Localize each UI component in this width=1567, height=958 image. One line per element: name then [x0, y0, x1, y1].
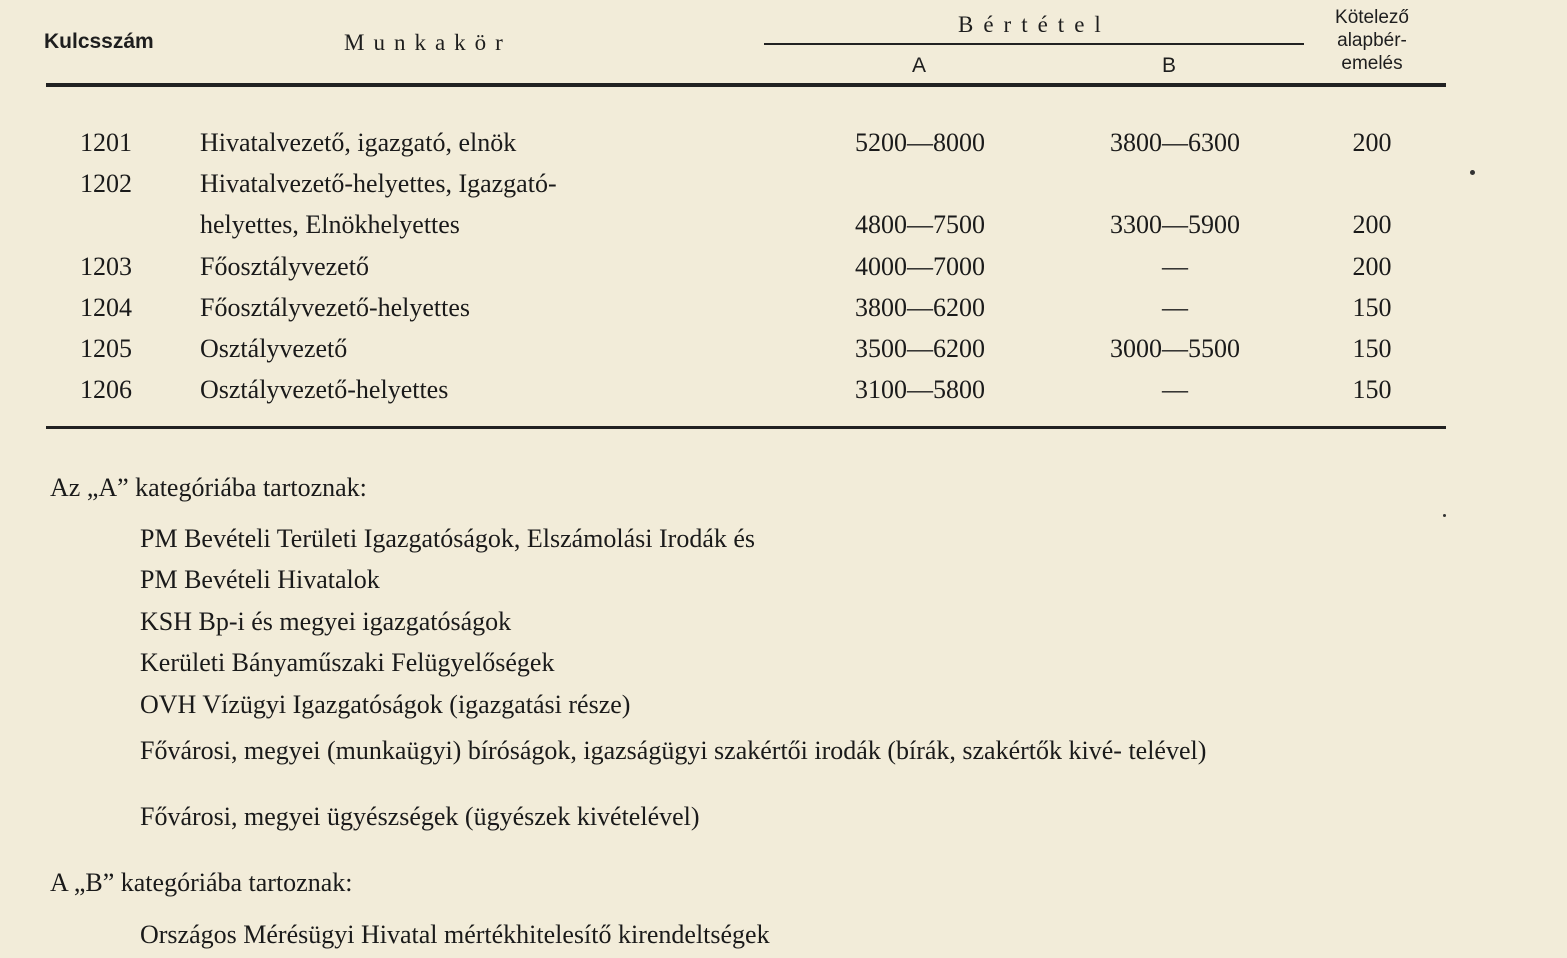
cell-comp: 200	[1352, 252, 1392, 281]
cell-key: 1205	[80, 334, 132, 363]
cell-wage-b: 3800—6300	[1110, 128, 1240, 157]
cell-job: Hivatalvezető, igazgató, elnök	[200, 128, 517, 157]
cell-comp: 150	[1352, 293, 1392, 322]
header-wage-a: A	[912, 54, 927, 77]
cell-key: 1201	[80, 128, 132, 157]
category-a-item: PM Bevételi Hivatalok	[140, 565, 380, 594]
table-row	[0, 210, 1567, 250]
cell-wage-b: —	[1162, 293, 1188, 322]
category-a-item: PM Bevételi Területi Igazgatóságok, Elszámolási Irodák és	[140, 524, 756, 553]
table-top-rule	[46, 83, 1446, 87]
header-wage: Bértétel	[958, 12, 1111, 37]
header-key: Kulcsszám	[44, 30, 154, 53]
table-row	[0, 169, 1567, 209]
category-a-item: KSH Bp-i és megyei igazgatóságok	[140, 607, 512, 636]
cell-key: 1204	[80, 293, 132, 322]
cell-job: Osztályvezető	[200, 334, 348, 363]
print-speck	[1443, 514, 1446, 517]
table-row	[0, 293, 1567, 333]
table-row	[0, 375, 1567, 415]
table-row	[0, 128, 1567, 168]
cell-job: helyettes, Elnökhelyettes	[200, 210, 460, 239]
cell-wage-a: 3800—6200	[855, 293, 985, 322]
cell-wage-a: 4000—7000	[855, 252, 985, 281]
cell-job: Hivatalvezető-helyettes, Igazgató-	[200, 169, 557, 198]
table-row	[0, 252, 1567, 292]
wage-header-rule	[764, 43, 1304, 45]
category-a-heading: Az „A” kategóriába tartoznak:	[50, 473, 367, 502]
header-comp-line3: emelés	[1341, 53, 1403, 74]
header-comp-line2: alapbér-	[1337, 30, 1407, 51]
table-bottom-rule	[46, 426, 1446, 429]
cell-wage-b: 3000—5500	[1110, 334, 1240, 363]
cell-wage-a: 3100—5800	[855, 375, 985, 404]
header-comp-line1: Kötelező	[1335, 7, 1409, 28]
cell-wage-b: —	[1162, 252, 1188, 281]
cell-comp: 200	[1352, 210, 1392, 239]
category-a-item-wrapped: Fővárosi, megyei (munkaügyi) bíróságok, igazságügyi szakértői irodák (bírák, szakértők kivé- telével)	[140, 736, 1207, 765]
category-b-item: Országos Mérésügyi Hivatal mértékhitelesítő kirendeltségek	[140, 920, 770, 949]
category-a-item: Kerületi Bányaműszaki Felügyelőségek	[140, 648, 555, 677]
cell-key: 1203	[80, 252, 132, 281]
cell-wage-b: 3300—5900	[1110, 210, 1240, 239]
cell-wage-a: 4800—7500	[855, 210, 985, 239]
cell-wage-a: 3500—6200	[855, 334, 985, 363]
cell-job: Főosztályvezető	[200, 252, 369, 281]
cell-job: Osztályvezető-helyettes	[200, 375, 449, 404]
category-a-item: Fővárosi, megyei ügyészségek (ügyészek kivételével)	[140, 802, 700, 831]
cell-comp: 150	[1352, 334, 1392, 363]
table-row	[0, 334, 1567, 374]
header-wage-b: B	[1162, 54, 1177, 77]
cell-comp: 150	[1352, 375, 1392, 404]
print-speck	[1470, 170, 1475, 175]
cell-job: Főosztályvezető-helyettes	[200, 293, 471, 322]
cell-key: 1202	[80, 169, 132, 198]
cell-wage-b: —	[1162, 375, 1188, 404]
cell-key: 1206	[80, 375, 132, 404]
category-a-item: OVH Vízügyi Igazgatóságok (igazgatási része)	[140, 690, 631, 719]
category-b-heading: A „B” kategóriába tartoznak:	[50, 868, 353, 897]
header-job: Munkakör	[344, 30, 512, 55]
cell-comp: 200	[1352, 128, 1392, 157]
header-compulsory-raise	[1312, 6, 1432, 75]
cell-wage-a: 5200—8000	[855, 128, 985, 157]
